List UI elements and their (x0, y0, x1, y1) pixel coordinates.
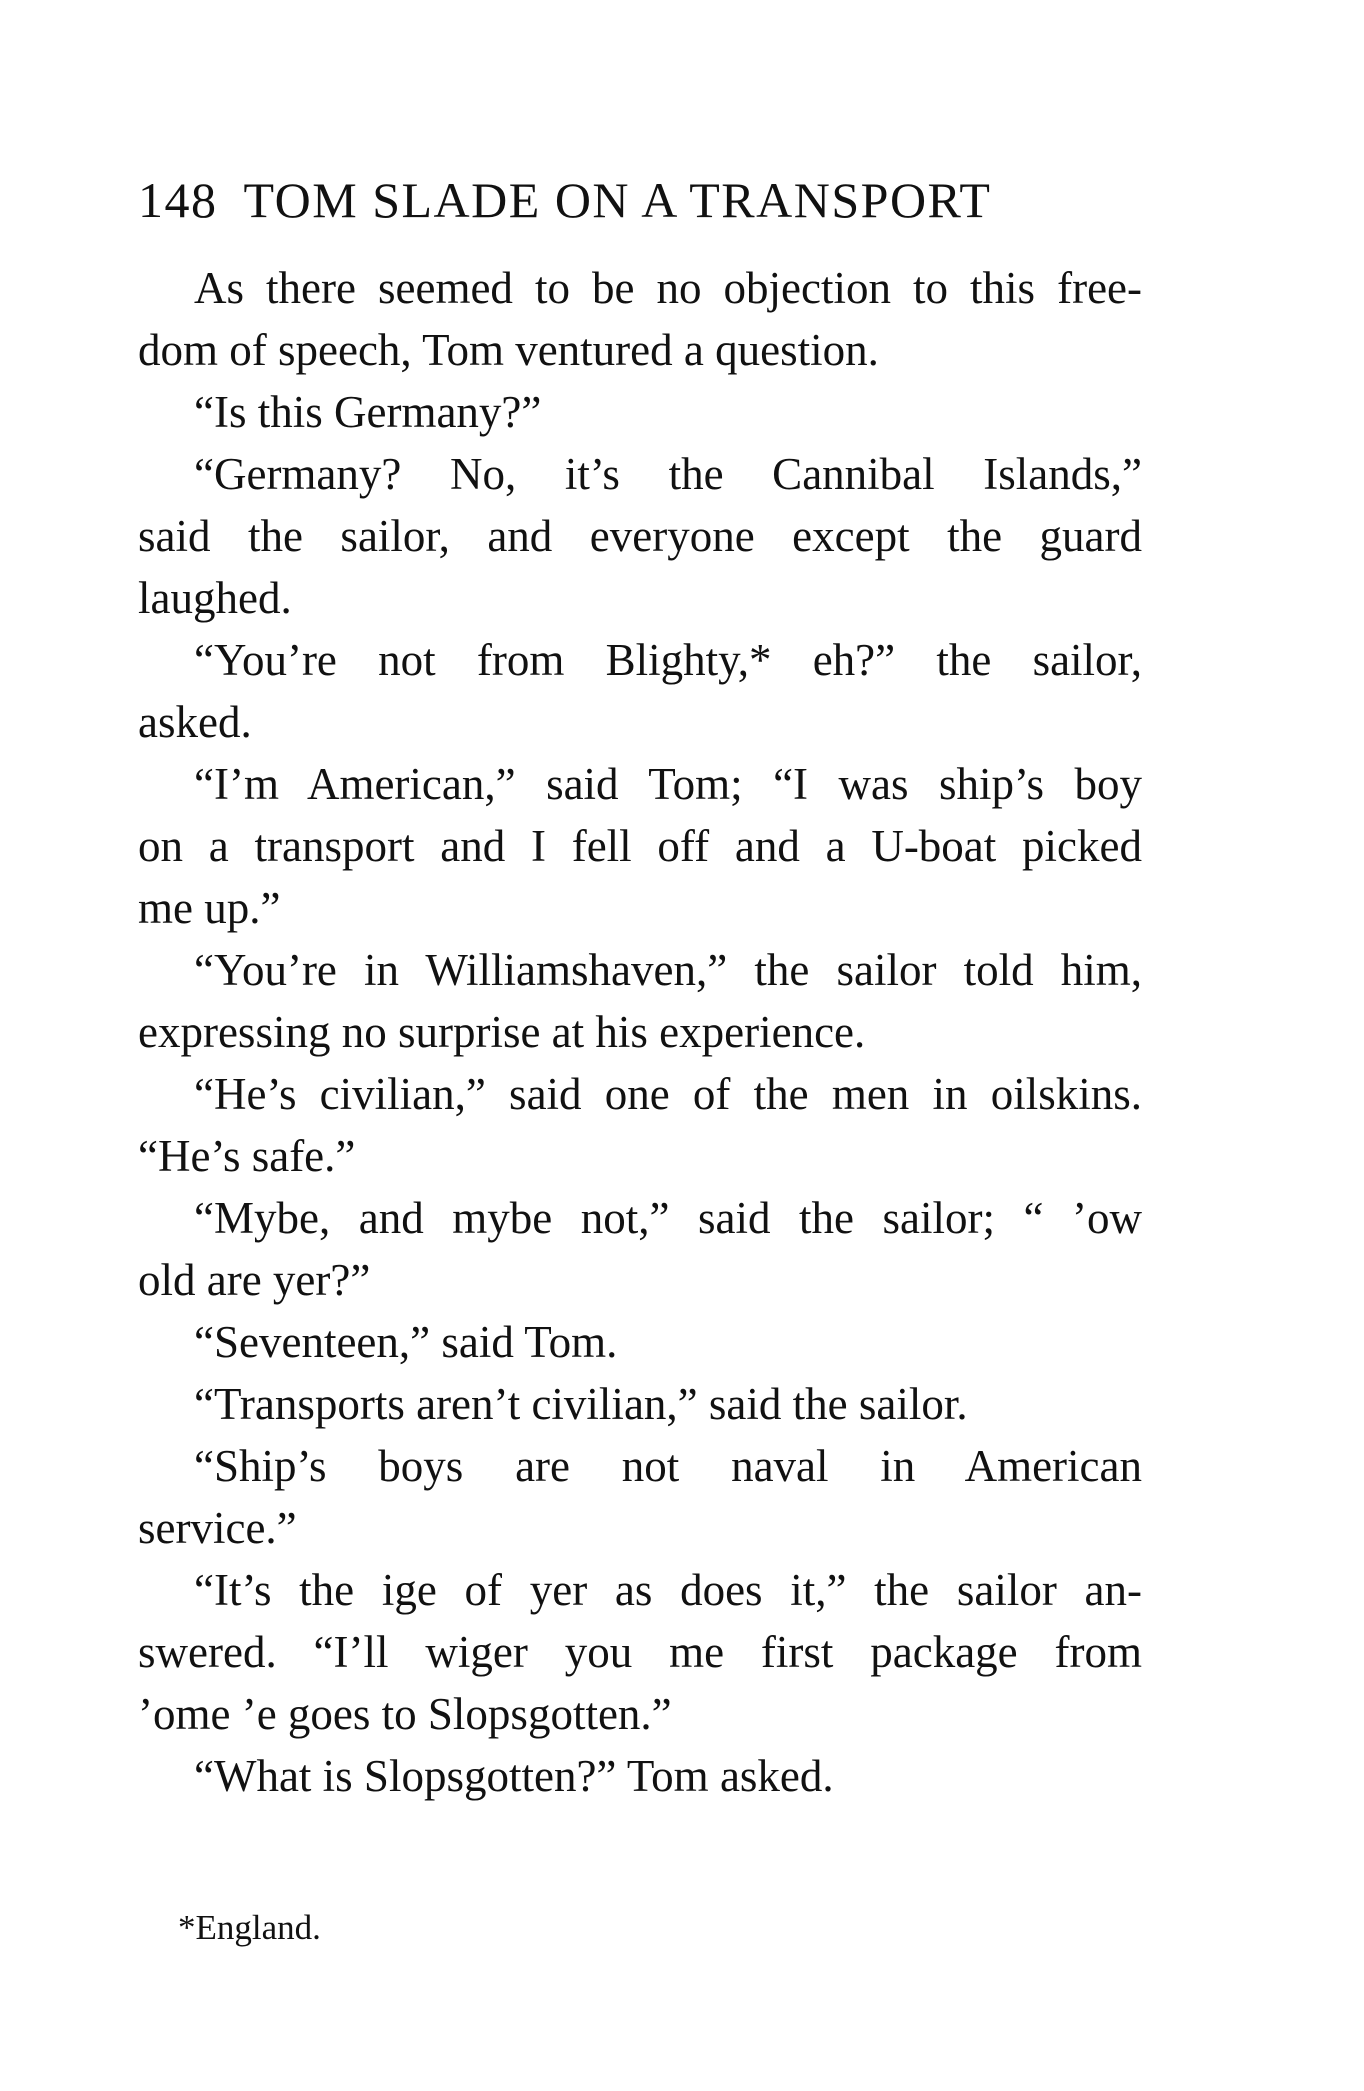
text-line: “I’m American,” said Tom; “I was ship’s boy (194, 759, 1142, 809)
text-line: swered. “I’ll wiger you me first package from (138, 1627, 1142, 1677)
text-line: “Mybe, and mybe not,” said the sailor; “ ’ow (194, 1193, 1142, 1243)
text-line: dom of speech, Tom ventured a question. (138, 325, 879, 375)
text-line: “What is Slopsgotten?” Tom asked. (194, 1751, 834, 1801)
text-line: “It’s the ige of yer as does it,” the sailor an- (194, 1565, 1142, 1615)
text-line: “He’s civilian,” said one of the men in oilskins. (194, 1069, 1142, 1119)
text-line: laughed. (138, 573, 292, 623)
text-line: service.” (138, 1503, 297, 1553)
book-title: TOM SLADE ON A TRANSPORT (243, 172, 992, 228)
text-line: “Is this Germany?” (194, 387, 542, 437)
text-line: ’ome ’e goes to Slopsgotten.” (138, 1689, 672, 1739)
page-number: 148 (138, 172, 218, 228)
text-line: “Germany? No, it’s the Cannibal Islands,” (194, 449, 1142, 499)
footnote: *England. (178, 1908, 321, 1947)
text-line: asked. (138, 697, 252, 747)
running-head (138, 170, 1138, 230)
text-line: As there seemed to be no objection to this free- (194, 263, 1142, 313)
text-line: me up.” (138, 883, 281, 933)
text-line: “He’s safe.” (138, 1131, 356, 1181)
text-line: “Transports aren’t civilian,” said the sailor. (194, 1379, 968, 1429)
text-line: said the sailor, and everyone except the guard (138, 511, 1142, 561)
text-line: “Seventeen,” said Tom. (194, 1317, 618, 1367)
text-line: on a transport and I fell off and a U-boat picked (138, 821, 1142, 871)
text-line: “You’re in Williamshaven,” the sailor told him, (194, 945, 1142, 995)
text-line: “Ship’s boys are not naval in American (194, 1441, 1142, 1491)
text-line: old are yer?” (138, 1255, 371, 1305)
text-line: “You’re not from Blighty,* eh?” the sailor, (194, 635, 1142, 685)
text-line: expressing no surprise at his experience. (138, 1007, 866, 1057)
